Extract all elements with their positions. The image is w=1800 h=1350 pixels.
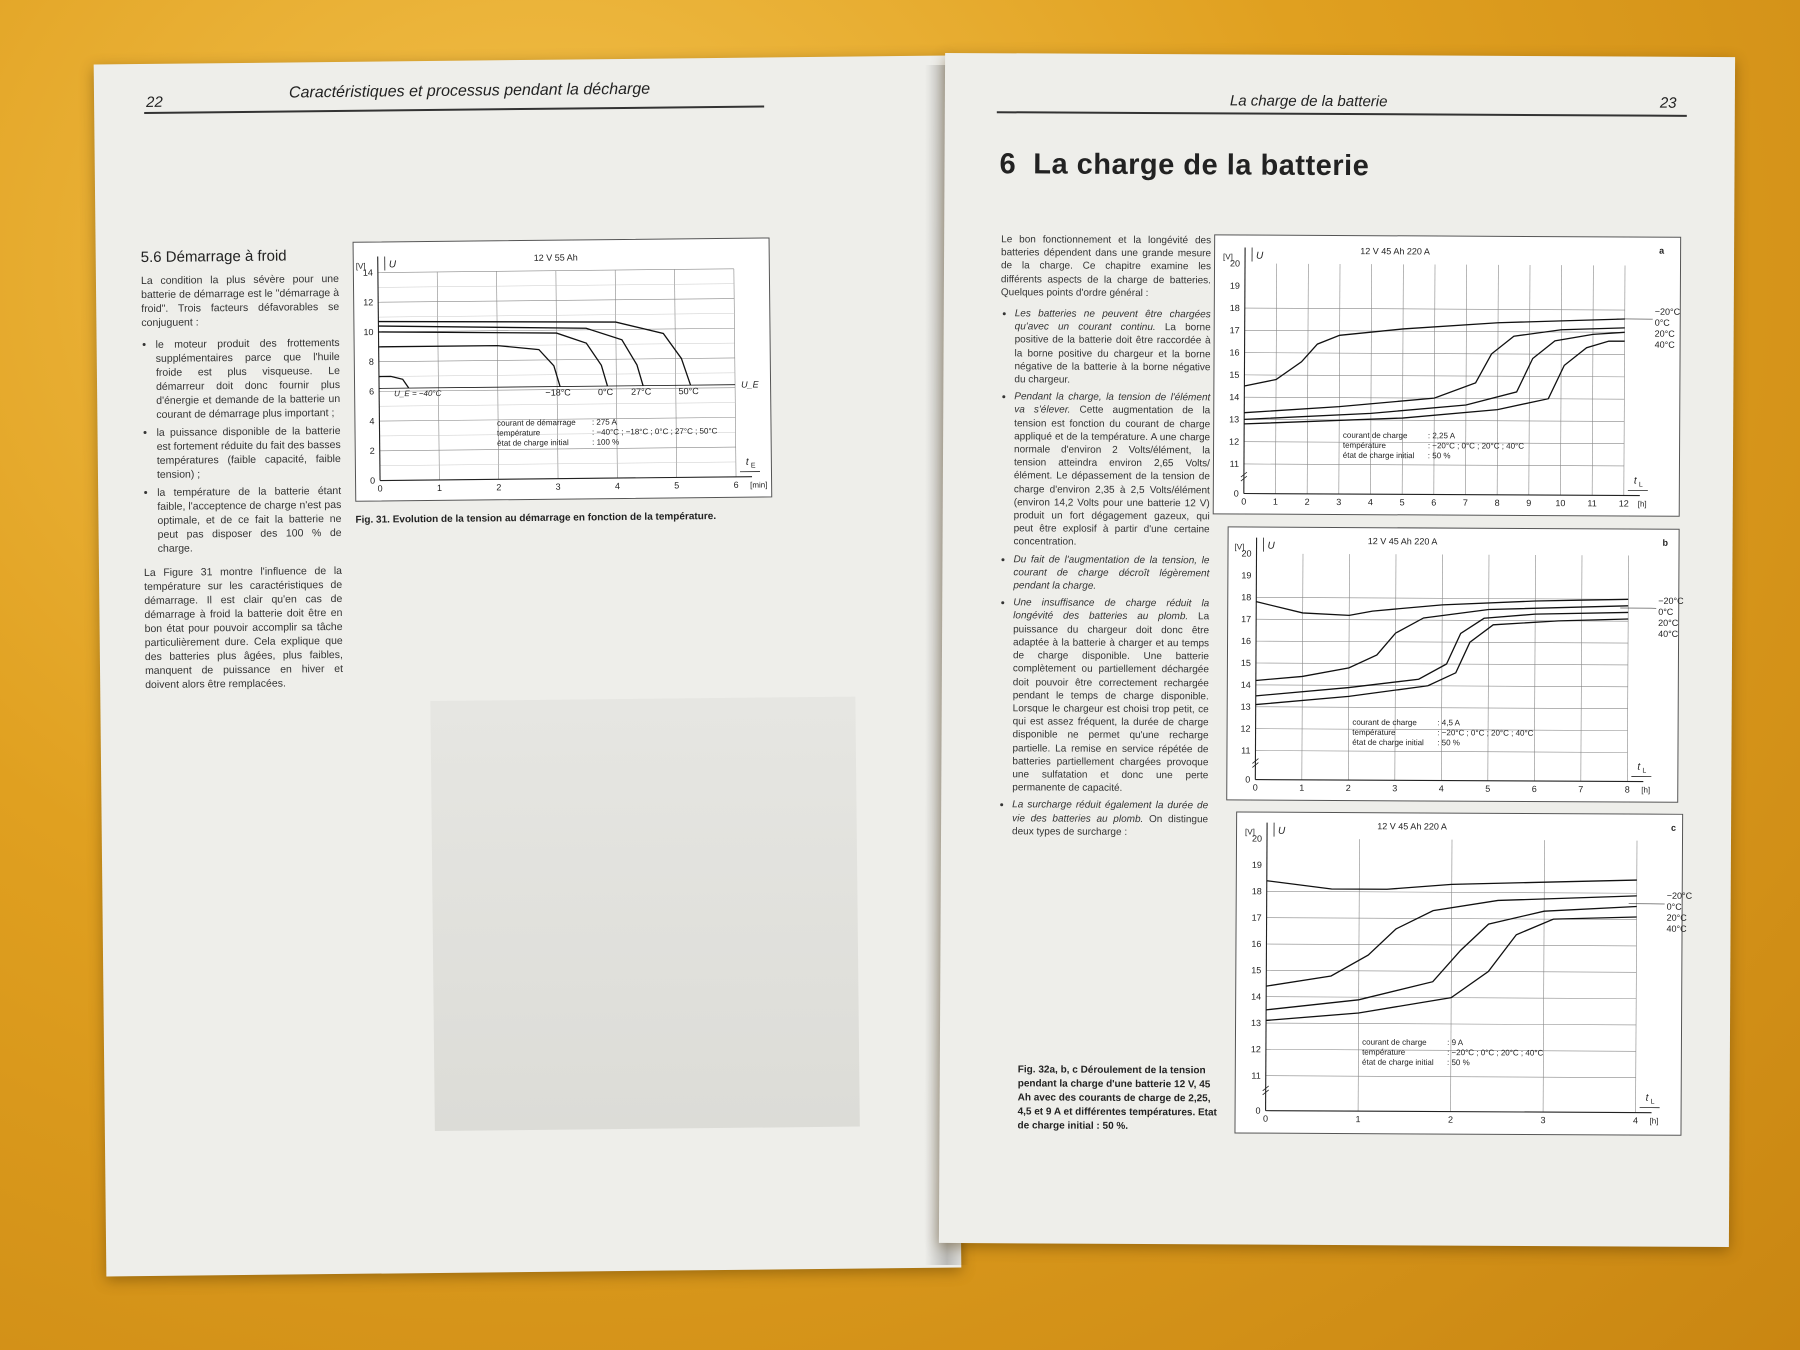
y-tick-label: 14: [1240, 679, 1251, 690]
info-value: : 2,25 A: [1427, 431, 1456, 441]
grid-line-vertical: [1339, 264, 1340, 494]
x-tick-label: 3: [1336, 496, 1342, 508]
info-key: état de charge initial: [1342, 450, 1415, 461]
x-tick-label: 3: [1540, 1115, 1546, 1126]
bullet-list-right: [998, 307, 1211, 839]
y-tick-label: 16: [1229, 347, 1240, 358]
chart-title: 12 V 55 Ah: [533, 252, 578, 263]
grid-line-vertical: [1534, 555, 1535, 781]
series-line-0: [379, 376, 409, 388]
info-key: température: [1342, 440, 1387, 450]
info-value: : 4,5 A: [1437, 718, 1461, 728]
info-key: température: [496, 428, 541, 438]
y-axis-letter: U: [1256, 250, 1264, 262]
series-label: 20°C: [1658, 617, 1679, 628]
x-axis-subscript: L: [1650, 1098, 1655, 1106]
left-text-column: [141, 272, 343, 700]
x-tick-label: 1: [1355, 1114, 1361, 1125]
info-key: état de charge initial: [1362, 1057, 1434, 1067]
figure-32a: [1213, 234, 1681, 516]
page-number-left: 22: [145, 93, 163, 111]
chart-fig31: [354, 238, 772, 500]
chart-title: 12 V 45 Ah 220 A: [1360, 246, 1430, 257]
info-value: : 275 A: [591, 417, 617, 427]
chapter-title: La charge de la batterie: [1033, 148, 1370, 183]
grid-line-vertical: [1497, 265, 1498, 495]
series-line-1: [379, 345, 560, 388]
series-label: 40°C: [1658, 628, 1679, 639]
panel-letter: a: [1659, 245, 1665, 256]
figure-32b: [1226, 526, 1684, 802]
series-label: −20°C: [1654, 306, 1681, 317]
x-tick-label: 10: [1555, 498, 1566, 509]
y-tick-label: 12: [1240, 723, 1251, 734]
y-tick-label: 8: [368, 356, 374, 367]
y-tick-label: 12: [363, 297, 374, 308]
grid-line-vertical: [1488, 555, 1489, 781]
info-key: état de charge initial: [1352, 737, 1424, 748]
grid-line-vertical: [1302, 554, 1303, 780]
x-tick-label: 4: [1633, 1115, 1639, 1126]
series-label: 20°C: [1666, 912, 1687, 923]
x-tick-label: 0: [1263, 1113, 1269, 1124]
x-tick-label: 6: [1431, 497, 1437, 508]
y-tick-label: 13: [1240, 701, 1251, 712]
info-key: état de charge initial: [497, 438, 569, 448]
right-text-column: [998, 233, 1211, 849]
figure-31: [353, 237, 773, 501]
series-line-4: [378, 318, 690, 388]
y-tick-label: 0: [1245, 774, 1251, 785]
x-axis-unit: [h]: [1641, 785, 1651, 795]
x-tick-label: 5: [674, 480, 680, 491]
y-tick-label: 12: [1229, 436, 1240, 447]
bullet-item: • Une insuffisance de charge réduit la longévité des batteries au plomb. La puissance du chargeur doit donc être adaptée à la batterie à charger et au temps de charge disponible. Une batterie complètement ou partiellement déchargée doit pouvoir être correctement rechargée pendant le temps de charge disponible. Lorsque le chargeur est choisi trop petit, ce qui est assez fréquent, la durée de charge disponible ne permet qu'une recharge partielle. La remise en service répétée de batteries partiellement chargées provoque une sulfatation et donc une perte permanente de capacité.: [1012, 597, 1209, 796]
section-title: 5.6 Démarrage à froid: [140, 247, 287, 267]
series-label: −20°C: [1658, 595, 1684, 606]
chart-title: 12 V 45 Ah 220 A: [1377, 821, 1447, 832]
x-tick-label: 5: [1399, 497, 1405, 508]
bullet-item: • la température de la batterie étant faible, l'acceptence de charge n'est pas optimale, et de ce fait la batterie ne peut pas disposer des 100 % de charge.: [157, 484, 342, 556]
grid-line-vertical: [1451, 840, 1452, 1112]
x-tick-label: 2: [496, 482, 502, 493]
x-tick-label: 0: [1241, 496, 1247, 507]
left-page: [94, 56, 962, 1277]
series-label: 20°C: [1654, 328, 1675, 339]
info-value: : 50 %: [1427, 451, 1451, 461]
figure-32-caption: Fig. 32a, b, c Déroulement de la tension pendant la charge d'une batterie 12 V, 45 Ah avec des courants de charge de 2,25, 4,5 et 9 A et différentes températures. Etat de charge initial : 50 %.: [1017, 1064, 1217, 1132]
y-tick-label: 19: [1229, 280, 1240, 291]
info-value: : −20°C ; 0°C ; 20°C ; 40°C: [1427, 441, 1525, 451]
series-line-2: [378, 330, 607, 389]
y-tick-label: 14: [362, 267, 373, 278]
x-tick-label: 5: [1485, 783, 1491, 794]
series-label: 0°C: [1666, 901, 1682, 912]
grid-line-vertical: [1465, 265, 1466, 495]
bullet-list-left: [142, 336, 342, 556]
x-tick-label: 11: [1587, 498, 1597, 509]
running-header-left: Caractéristiques et processus pendant la décharge: [288, 80, 651, 102]
y-tick-label: 11: [1229, 458, 1239, 469]
grid-line-vertical: [1581, 555, 1582, 781]
x-tick-label: 1: [1272, 496, 1278, 507]
y-tick-label: 0: [1233, 488, 1239, 499]
y-tick-label: 10: [363, 327, 374, 338]
y-tick-label: 0: [369, 475, 376, 486]
y-tick-label: 17: [1251, 912, 1262, 923]
grid-line-vertical: [1592, 265, 1593, 495]
info-key: courant de charge: [1352, 717, 1417, 728]
paragraph-intro-right: Le bon fonctionnement et la longévité des batteries dépendent dans une grande mesure de la charge. Ce chapitre examine les différents aspects de la charge de batteries. Quelques points d'ordre général :: [1000, 234, 1212, 299]
chart-fig32a: [1214, 235, 1680, 515]
x-tick-label: 7: [1578, 784, 1584, 795]
y-tick-label: 20: [1251, 833, 1263, 844]
y-axis-unit: [V]: [355, 261, 366, 271]
info-value: : 100 %: [592, 437, 620, 447]
chart-fig32b: [1227, 527, 1684, 801]
x-axis-subscript: L: [1642, 767, 1647, 775]
series-label: 27°C: [631, 386, 652, 397]
y-tick-label: 17: [1229, 325, 1240, 336]
y-tick-label: 13: [1251, 1017, 1262, 1028]
y-tick-label: 16: [1251, 938, 1262, 949]
series-label: 40°C: [1654, 339, 1675, 350]
series-label: 0°C: [1658, 606, 1674, 617]
open-book: [70, 55, 1740, 1280]
x-axis: [1266, 1111, 1652, 1113]
info-key: courant de charge: [1342, 430, 1408, 441]
x-tick-label: 3: [555, 481, 561, 492]
y-tick-label: 4: [369, 416, 375, 427]
x-tick-label: 8: [1624, 784, 1630, 795]
y-tick-label: 13: [1229, 414, 1240, 425]
y-tick-label: 18: [1241, 592, 1252, 603]
info-value: : −20°C ; 0°C ; 20°C ; 40°C: [1447, 1048, 1544, 1058]
x-axis-letter: t: [745, 456, 749, 468]
series-label: 0°C: [597, 386, 614, 398]
y-tick-label: 20: [1229, 258, 1241, 269]
grid-line-vertical: [1624, 266, 1625, 496]
y-axis: [1266, 823, 1268, 1111]
info-value: : −20°C ; 0°C ; 20°C ; 40°C: [1437, 728, 1534, 738]
y-tick-label: 2: [369, 445, 375, 456]
figure-31-caption: Fig. 31. Evolution de la tension au démarrage en fonction de la température.: [355, 511, 717, 526]
y-axis: [378, 257, 380, 481]
y-tick-label: 14: [1251, 991, 1262, 1002]
x-tick-label: 9: [1526, 497, 1532, 509]
y-tick-label: 14: [1229, 392, 1240, 403]
x-axis-letter: t: [1637, 761, 1641, 773]
bullet-item: • La surcharge réduit également la durée de vie des batteries au plomb. On distingue deux types de surcharge :: [1012, 799, 1208, 840]
grid-line-vertical: [1307, 264, 1308, 494]
x-axis-letter: t: [1645, 1092, 1649, 1104]
y-axis-letter: U: [388, 259, 397, 271]
x-axis-letter: t: [1633, 475, 1637, 487]
bullet-item: • Pendant la charge, la tension de l'élément va s'élever. Cette augmentation de la tension est fonction du courant de charge appliqué et de la température. A une charge normale d'environ 2 Volts/élément, la tension atteindra environ 2,65 Volts/élément. Le dépassement de la tension de charge d'environ 2,35 à 2,5 Volts/élément (environ 14,2 Volts pour une batterie 12 V) produit un fort dégagement gazeux, qui peut être explosif à partir d'une certaine concentration.: [1014, 391, 1211, 550]
y-axis: [1244, 248, 1245, 494]
x-tick-label: 4: [1367, 497, 1373, 508]
series-label: 50°C: [678, 386, 699, 397]
bullet-item: • Les batteries ne peuvent être chargées qu'avec un courant continu. La borne positive de la batterie doit être raccordée à la borne positive du chargeur et la borne négative de la batterie à la borne négative du chargeur.: [1014, 307, 1210, 387]
y-tick-label: 20: [1241, 548, 1252, 559]
grid-line-vertical: [1358, 839, 1359, 1111]
x-axis-unit: [h]: [1649, 1116, 1659, 1126]
x-tick-label: 2: [1448, 1114, 1454, 1125]
right-page: [939, 53, 1735, 1247]
x-tick-label: 3: [1392, 783, 1398, 794]
grid-line-vertical: [1560, 265, 1561, 495]
ue-label: U_E = −40°C: [394, 388, 442, 399]
y-tick-label: 15: [1240, 657, 1251, 668]
series-label: −20°C: [1666, 890, 1693, 901]
y-tick-label: 15: [1229, 369, 1240, 380]
x-axis: [1255, 780, 1643, 782]
running-header-right: La charge de la batterie: [1229, 92, 1388, 111]
y-axis-unit: [V]: [1245, 827, 1255, 837]
x-tick-label: 7: [1462, 497, 1468, 508]
info-key: courant de démarrage: [496, 417, 576, 428]
y-tick-label: 18: [1251, 886, 1262, 897]
end-label: U_E: [741, 379, 759, 390]
series-label: 0°C: [1654, 317, 1670, 328]
y-tick-label: 17: [1241, 614, 1252, 625]
y-tick-label: 18: [1229, 302, 1240, 314]
y-axis-unit: [V]: [1234, 542, 1245, 552]
grid-line-vertical: [1627, 556, 1628, 782]
x-tick-label: 2: [1345, 783, 1351, 794]
x-tick-label: 4: [1438, 783, 1444, 794]
x-axis: [1244, 494, 1640, 496]
y-tick-label: 6: [369, 386, 375, 397]
x-tick-label: 1: [1299, 782, 1305, 793]
bullet-item: • le moteur produit des frottements supplémentaires parce que l'huile froide est plus visqueuse. Le démarreur doit donc fournir plus d'énergie et demande de la batterie un courant de démarrage plus important ;: [156, 336, 341, 422]
y-axis-letter: U: [1278, 825, 1286, 837]
x-tick-label: 2: [1304, 496, 1310, 507]
y-tick-label: 12: [1250, 1044, 1261, 1055]
page-number-right: 23: [1659, 94, 1677, 112]
x-tick-label: 6: [1531, 784, 1537, 795]
bullet-item: • la puissance disponible de la batterie est fortement réduite du fait des basses températures (faible capacité, faible tension) ;: [156, 424, 341, 482]
grid-line-vertical: [1543, 840, 1544, 1112]
chart-fig32c: [1235, 812, 1693, 1134]
y-axis-unit: [V]: [1223, 252, 1233, 262]
panel-letter: c: [1671, 822, 1677, 833]
grid-line-vertical: [1529, 265, 1530, 495]
y-tick-label: 11: [1251, 1070, 1261, 1081]
grid-line-vertical: [1636, 841, 1637, 1113]
header-rule-right: [997, 111, 1687, 117]
x-axis-subscript: E: [750, 462, 756, 470]
header-rule-left: [144, 105, 764, 113]
info-key: température: [1352, 727, 1396, 738]
faded-shadow-area: [430, 697, 859, 1131]
x-tick-label: 0: [377, 483, 383, 494]
info-key: température: [1362, 1047, 1406, 1057]
series-label: 40°C: [1666, 923, 1687, 934]
info-key: courant de charge: [1362, 1037, 1427, 1047]
info-value: : 9 A: [1447, 1038, 1464, 1048]
y-tick-label: 15: [1251, 965, 1262, 976]
x-tick-label: 6: [733, 479, 739, 490]
y-tick-label: 19: [1241, 570, 1252, 581]
x-axis: [380, 477, 752, 481]
paragraph-closing: La Figure 31 montre l'influence de la température sur les caractéristiques de démarrage. Il est clair qu'en cas de démarrage à froid la batterie doit être en bon état pour pouvoir accomplir sa tâche particulièrement dure. Cela explique que des batteries plus âgées, plus faibles, manquent de puissance en hiver et doivent alors être remplacées.: [143, 564, 344, 692]
x-tick-label: 0: [1252, 782, 1258, 793]
paragraph-intro: La condition la plus sévère pour une batterie de démarrage est le "démarrage à froid". Trois facteurs défavorables se conjuguent :: [140, 272, 340, 330]
info-value: : 50 %: [1447, 1058, 1470, 1068]
x-tick-label: 4: [614, 481, 621, 492]
info-value: : −40°C ; −18°C ; 0°C ; 27°C ; 50°C: [591, 426, 718, 437]
y-tick-label: 19: [1251, 859, 1262, 870]
x-tick-label: 12: [1618, 498, 1629, 509]
chapter-heading: [999, 148, 1369, 183]
y-tick-label: 11: [1241, 745, 1251, 756]
y-tick-label: 16: [1241, 636, 1252, 647]
panel-letter: b: [1662, 537, 1669, 548]
x-axis-unit: [min]: [750, 480, 768, 490]
x-tick-label: 8: [1494, 497, 1500, 508]
x-axis-unit: [h]: [1637, 499, 1647, 509]
chapter-number: 6: [999, 148, 1017, 181]
bullet-item: • Du fait de l'augmentation de la tension, le courant de charge décroît légèrement pendant la charge.: [1013, 553, 1209, 594]
x-axis-subscript: L: [1638, 481, 1643, 489]
y-tick-label: 0: [1255, 1105, 1261, 1116]
chart-title: 12 V 45 Ah 220 A: [1367, 536, 1438, 547]
y-axis-letter: U: [1267, 540, 1275, 552]
figure-32c: [1234, 811, 1693, 1135]
info-value: : 50 %: [1437, 738, 1460, 748]
y-axis: [1255, 538, 1256, 780]
x-tick-label: 1: [436, 482, 443, 493]
series-label: −18°C: [545, 387, 571, 398]
